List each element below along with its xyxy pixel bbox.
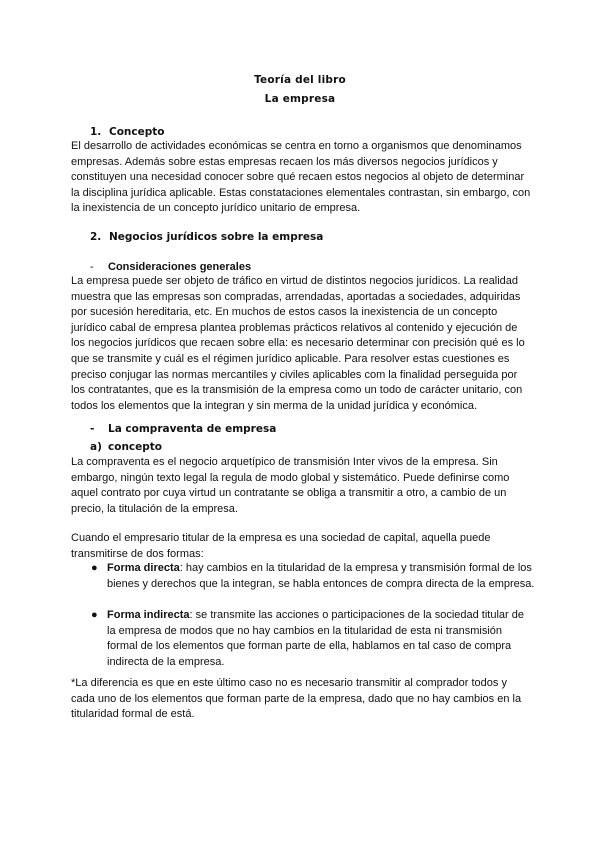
section-1-body: El desarrollo de actividades económicas se centra en torno a organismos que denominamos empresas. Además sobre estas empresas recaen los más diversos negocios jurídicos y constituyen una necesidad conocer sobre qué recaen estos negocios al objeto de determinar la disciplina jurídica aplicable. Estas constataciones elementales contrastan, sin embargo, con la inexistencia de un concepto jurídico unitario de empresa. xyxy=(71,140,531,215)
section-2-number: 2. xyxy=(90,231,102,243)
section-2-sub-dash: - xyxy=(90,261,94,273)
bullet-text: : se transmite las acciones o participaciones de la sociedad titular de la empresa de modos que no hay cambios en la titularidad de esta ni transmisión formal de los elementos que forman parte de ella, hablamos en tal caso de compra indirecta de la empresa. xyxy=(107,609,524,668)
document-subtitle: La empresa xyxy=(264,93,336,105)
section-3-heading: La compraventa de empresa xyxy=(108,423,277,435)
section-3-subheading: concepto xyxy=(108,441,163,453)
bullet-text: : hay cambios en la titularidad de la empresa y transmisión formal de los bienes y derechos que la integran, se habla entonces de compra directa de la empresa. xyxy=(107,562,535,590)
section-1-heading: Concepto xyxy=(109,126,165,138)
bullet-term: Forma indirecta xyxy=(107,609,190,621)
section-2-body: La empresa puede ser objeto de tráfico en virtud de distintos negocios jurídicos. La realidad muestra que las empresas son compradas, arrendadas, aportadas a sociedades, adquiridas por sucesión hereditaria, etc. En muchos de estos casos la inexistencia de un concepto jurídico cabal de empresa plantea problemas prácticos relativos al contenido y ejecución de los negocios jurídicos que recaen sobre ella: es necesario determinar con precisión qué es lo que se transmite y cuál es el régimen jurídico aplicable. Para resolver estas cuestiones es preciso conjugar las normas mercantiles y civiles aplicables com la finalidad perseguida por los contratantes, que es la transmisión de la empresa como un todo de carácter unitario, con todos los elementos que la integran y sin merma de la unidad jurídica y económica. xyxy=(71,275,525,412)
bullet-marker: ● xyxy=(91,609,98,621)
section-3-body-2: Cuando el empresario titular de la empresa es una sociedad de capital, aquella puede transmitirse de dos formas: xyxy=(71,532,491,560)
list-item xyxy=(107,608,535,670)
section-3-dash: - xyxy=(90,423,95,435)
section-2-heading: Negocios jurídicos sobre la empresa xyxy=(109,231,324,243)
section-2-subheading: Consideraciones generales xyxy=(108,261,252,273)
section-1-number: 1. xyxy=(90,126,102,138)
bullet-marker: ● xyxy=(91,562,98,574)
document-title: Teoría del libro xyxy=(254,74,346,86)
section-3-sub-letter: a) xyxy=(90,441,102,453)
list-item xyxy=(107,561,535,592)
bullet-term: Forma directa xyxy=(107,562,180,574)
section-3-body-1: La compraventa es el negocio arquetípico de transmisión Inter vivos de la empresa. Sin embargo, ningún texto legal la regula de modo global y sistemático. Puede definirse como aquel contrato por cuya virtud un contratante se obliga a transmitir a otro, a cambio de un precio, la titulación de la empresa. xyxy=(71,456,510,515)
footnote: *La diferencia es que en este último caso no es necesario transmitir al comprador todos y cada uno de los elementos que forman parte de la empresa, dado que no hay cambios en la titularidad formal de está. xyxy=(71,677,522,721)
